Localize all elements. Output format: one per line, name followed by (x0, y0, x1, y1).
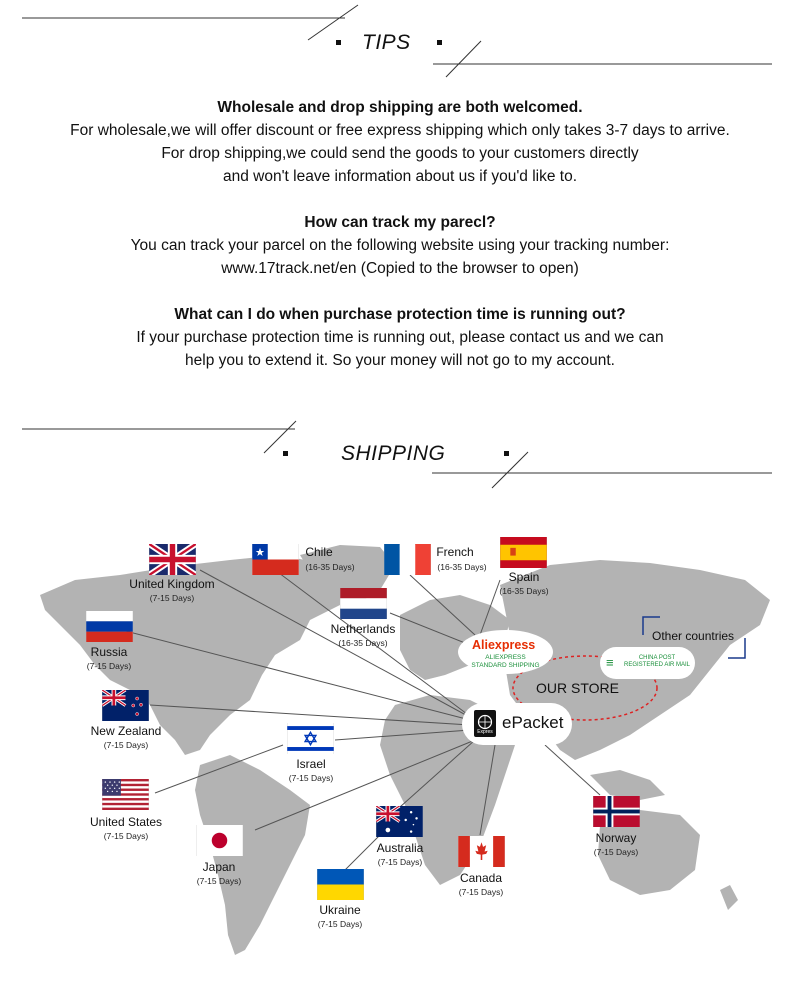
aliexpress-subtitle (458, 654, 553, 670)
country-days: (7-15 Days) (86, 661, 132, 671)
country-name: United States (89, 815, 163, 829)
chinapost-badge (600, 647, 695, 679)
country-days: (7-15 Days) (103, 740, 149, 750)
tips-bullet-right (437, 40, 442, 45)
tip-question: What can I do when purchase protection time is running out? (174, 306, 626, 323)
tip-line: For drop shipping,we could send the goods to your customers directly (161, 145, 639, 162)
tip-line: and won't leave information about us if you'd like to. (222, 168, 578, 185)
epacket-icon (474, 710, 496, 737)
country-name: Canada (459, 871, 503, 885)
country-days: (7-15 Days) (149, 593, 195, 603)
flag-norway-icon (593, 796, 640, 827)
country-days: (16-35 Days) (437, 562, 487, 572)
aliexpress-brand-b: express (487, 638, 536, 652)
flag-france-icon (384, 544, 431, 575)
flag-ukraine-icon (317, 869, 364, 900)
country-days: (16-35 Days) (499, 586, 549, 596)
country-days: (7-15 Days) (103, 831, 149, 841)
country-name: Chile (305, 545, 333, 559)
country-name: Japan (202, 860, 236, 874)
tip-line: You can track your parcel on the following website using your tracking number: (130, 237, 670, 254)
country-name: New Zealand (90, 724, 162, 738)
country-days: (7-15 Days) (196, 876, 242, 886)
country-name: Netherlands (330, 622, 396, 636)
flag-usa-icon (102, 779, 149, 810)
country-days: (16-35 Days) (305, 562, 355, 572)
country-name: United Kingdom (129, 577, 215, 591)
country-days: (7-15 Days) (317, 919, 363, 929)
aliexpress-badge (458, 630, 553, 674)
tip-wholesale (0, 96, 800, 188)
flag-japan-icon (196, 825, 243, 856)
flag-canada-icon (458, 836, 505, 867)
epacket-badge (462, 703, 572, 745)
our-store-label: OUR STORE (536, 680, 619, 696)
flag-israel-icon (287, 723, 334, 754)
aliexpress-logo (472, 638, 535, 652)
tips-bullet-left (336, 40, 341, 45)
country-days: (7-15 Days) (593, 847, 639, 857)
epacket-icon-label: Expres (477, 729, 493, 735)
country-name: Ukraine (319, 903, 361, 917)
tip-line: If your purchase protection time is running out, please contact us and we can (136, 329, 664, 346)
country-days: (16-35 Days) (338, 638, 388, 648)
tip-question: How can track my parecl? (304, 214, 496, 231)
tip-tracking (0, 211, 800, 280)
country-name: Australia (376, 841, 424, 855)
country-days: (7-15 Days) (377, 857, 423, 867)
tip-line: help you to extend it. So your money will not go to my account. (185, 352, 615, 369)
country-days: (7-15 Days) (288, 773, 334, 783)
tip-protection (0, 303, 800, 372)
country-name: Russia (90, 645, 128, 659)
chinapost-line1: CHINA POST (638, 655, 676, 661)
flag-uk-icon (149, 544, 196, 575)
flag-russia-icon (86, 611, 133, 642)
other-countries-label: Other countries (652, 629, 735, 643)
shipping-world-map (0, 505, 800, 1000)
shipping-bullet-right (504, 451, 509, 456)
chinapost-line2: REGISTERED AIR MAIL (624, 662, 691, 668)
country-days: (7-15 Days) (458, 887, 504, 897)
flag-australia-icon (376, 806, 423, 837)
country-name: Spain (508, 570, 540, 584)
tip-line: For wholesale,we will offer discount or free express shipping which only takes 3-7 days to arrive. (70, 122, 730, 139)
aliexpress-sub1: ALIEXPRESS (485, 654, 526, 661)
shipping-bullet-left (283, 451, 288, 456)
aliexpress-sub2: STANDARD SHIPPING (471, 662, 540, 669)
epacket-label: ePacket (502, 713, 564, 732)
flag-netherlands-icon (340, 588, 387, 619)
flag-chile-icon (252, 544, 299, 575)
country-name: Norway (595, 831, 637, 845)
tips-title: TIPS (362, 31, 411, 54)
aliexpress-brand-a: Ali (472, 638, 488, 652)
chinapost-logo-icon: ≡ (606, 655, 614, 670)
shipping-title: SHIPPING (341, 442, 446, 465)
country-name: French (436, 545, 474, 559)
country-name: Israel (296, 757, 326, 771)
tracking-link[interactable]: www.17track.net/en (Copied to the browser to open) (221, 260, 579, 277)
flag-newzealand-icon (102, 690, 149, 721)
flag-spain-icon (500, 537, 547, 568)
tip-question: Wholesale and drop shipping are both welcomed. (217, 99, 583, 116)
chinapost-text (624, 655, 690, 669)
